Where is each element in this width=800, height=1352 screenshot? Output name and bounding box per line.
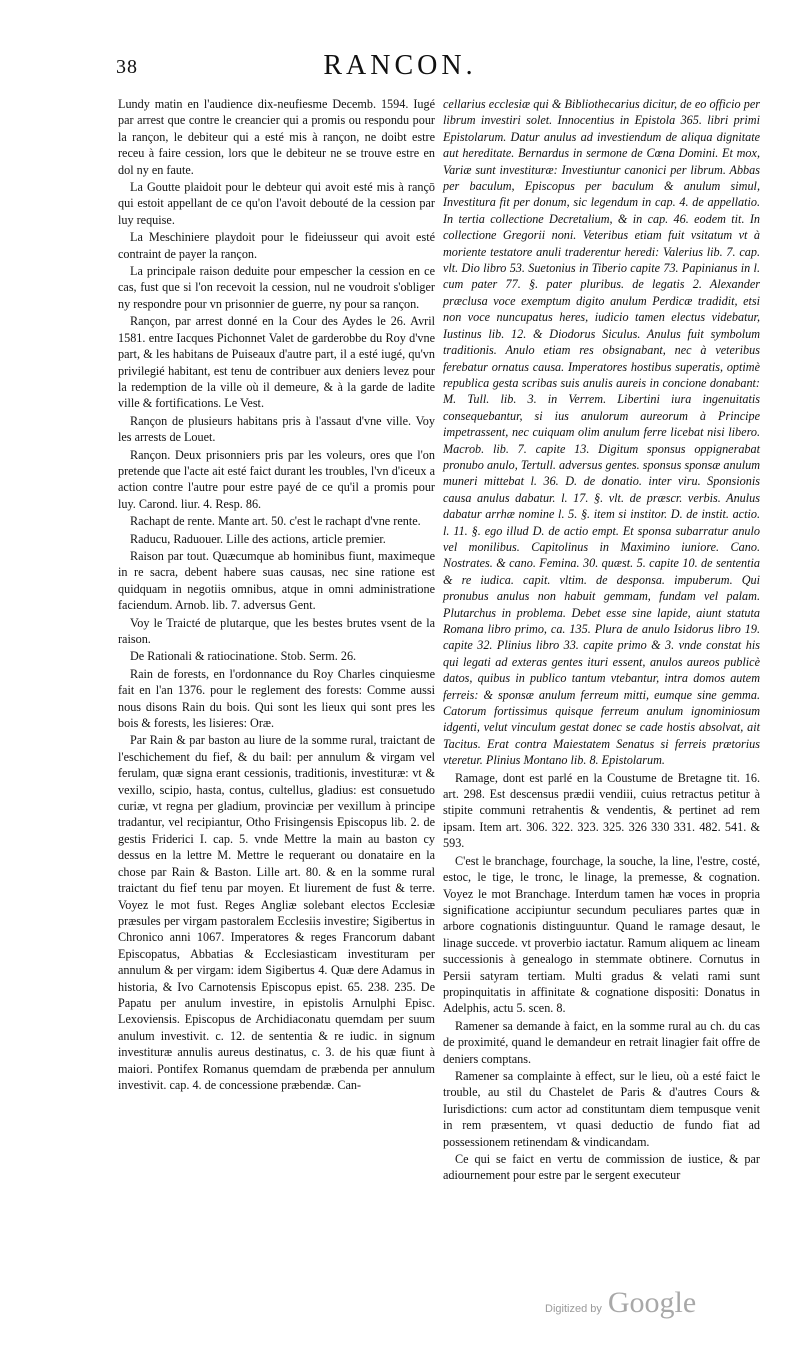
paragraph: C'est le branchage, fourchage, la souche, la line, l'estre, costé, estoc, le tige, le tronc, le linage, la premesse, & cognation. Voyez le mot Branchage. Interdum tamen hæ voces in propria significatione accipiuntur secundum peculiares partes quæ in arbore cognationis distinguuntur. Quand le ramage desaut, le linage succede. vt proverbio iactatur. Ramum aliquem ac lineam successionis à genealogo in stemmate obtinere. Cornutus in Persii satyram tertiam. Multi gradus & velati rami sunt propinquitatis in affinitate & cognatione dispositi: Donatus in Adelphis, actu 5. scen. 8. (443, 853, 760, 1016)
paragraph: Raison par tout. Quæcumque ab hominibus fiunt, maximeque in re sacra, debent habere suas causas, nec sine ratione est quidquam in negotiis omnibus, atque in omni administratione faciendum. Arnob. lib. 7. adversus Gent. (118, 548, 435, 613)
paragraph: Rançon, par arrest donné en la Cour des Aydes le 26. Avril 1581. entre Iacques Pichonnet Valet de garderobbe du Roy d'vne part, & les habitans de Puiseaux d'autre part, il a esté iugé, qu'vn privilegié habitant, est tenu de contribuer aux deniers levez pour la redemption de la ville où il demeure, & à la garde de ladite ville & fortifications. Le Vest. (118, 314, 435, 411)
digitized-by-google (545, 1286, 696, 1320)
paragraph: La principale raison deduite pour empescher la cession en ce cas, fust que si l'on recevoit la cession, nul ne voudroit s'obliger ny respondre pour vn prisonnier de guerre, ny pour sa rançon. (118, 264, 435, 311)
paragraph: Rain de forests, en l'ordonnance du Roy Charles cinquiesme fait en l'an 1376. pour le reglement des forests: Comme aussi nous disons Rain du bois. Qui sont les lieux qui sont pres les bois & forests, les lisieres: Oræ. (118, 666, 435, 731)
paragraph: La Goutte plaidoit pour le debteur qui avoit esté mis à rançō qui estoit appellant de ce qu'on l'avoit debouté de la cession par luy requise. (118, 180, 435, 227)
paragraph: De Rationali & ratiocinatione. Stob. Serm. 26. (130, 649, 357, 664)
paragraph: Ramener sa demande à faict, en la somme rural au ch. du cas de proximité, quand le demandeur en retrait linagier fait offre de deniers comptans. (443, 1018, 760, 1066)
paragraph: La Meschiniere playdoit pour le fideiusseur qui avoit esté contraint de payer la rançon. (118, 230, 435, 261)
paragraph: Ramener sa complainte à effect, sur le lieu, où a esté faict le trouble, au stil du Chastelet de Paris & d'autres Cours & Iurisdictions: cum actor ad constituntam diem tempusque venit in rem præsentem, vt quasi deductio de fundo fiat ad possessionem retinendam & vindicandam. (443, 1068, 760, 1149)
paragraph: Voy le Traicté de plutarque, que les bestes brutes vsent de la raison. (118, 615, 435, 646)
paragraph: Lundy matin en l'audience dix-neufiesme Decemb. 1594. Iugé par arrest que contre le creancier qui a promis ou respondu pour la rançon, le debiteur qui a esté mis à rançon, ne doibt estre receu à faire cession, lors que le debiteur ne se trouve estre en dol ny en faute. (118, 97, 435, 177)
paragraph: Rançon de plusieurs habitans pris à l'assaut d'vne ville. Voy les arrests de Louet. (118, 413, 435, 445)
paragraph: Ramage, dont est parlé en la Coustume de Bretagne tit. 16. art. 298. Est descensus prædii vendiii, cuius retractus petitur à stipite communi retrahentis & vendentis, & pertinet ad rem ipsam. Item art. 306. 322. 323. 325. 326 330 331. 482. 541. & 593. (443, 770, 760, 851)
paragraph: cellarius ecclesiæ qui & Bibliothecarius dicitur, de eo officio per librum investiri solet. Innocentius in Epistola 365. libri primi Epistolarum. Datur anulus ad investiendum de aliqua dignitate aut hereditate. Bernardus in sermone de Cœna Domini. Et mox, Variæ sunt investituræ: Investiuntur canonici per librum. Abbas per baculum, Episcopus per baculum & anulum simul, Investitura fit per donum, sic legendum in cap. 4. de appellatio. In tertia collectione Decretalium, & in cap. 46. eodem tit. In collectione Gregorii noni. Veteribus etiam fuit vsitatum vt à moriente testatore anuli traderentur heredi: Valerius lib. 7. cap. vlt. Dio libro 53. Suetonius in Tiberio capite 73. Papinianus in l. cum pater 77. §. pater pluribus. de legatis 2. Alexander præclusa voce exemptum digito anulum Perdicæ tradidit, etsi non voce nuncupatus heres, iudicio tamen electus videbatur, Iustinus lib. 12. & Diodorus Siculus. Anulus fuit symbolum traditionis. Anulo etiam res obsignabant, nec à veteribus ferebatur ornatus causa. Imperatores hostibus superatis, optimè republica gesta scribas suis anulis aureis in concione donabant: M. Tull. lib. 3. in Verrem. Libertini iura ingenuitatis consequebantur, si ius anulorum aureorum à Principe impetrassent, nec cuiquam olim anulum ferre licebat nisi libero. Macrob. lib. 7. capite 13. Digitum sponsus oppignerabat pronubo anulo, Tertull. adversus gentes. sponsus sponsæ anulum muneri mittebat l. 36. D. de donatio. inter viru. Sponsionis causa anulus dabatur. l. 17. §. vlt. de præscr. verbis. Anulus dabatur arrhæ nomine l. 5. §. item si institor. D. de instit. actio. l. 11. §. ego illud D. de actio empt. Et sponsa subarratur anulo vel monilibus. Capitolinus in Maximino iuniore. Cano. Nostrates. & cano. Femina. 30. quæst. 5. capite 10. de sententia & re iudica. capit. vltim. de desponsa. impuberum. Qui pronubus anulus non habuit gemmam, fundam vel palam. Plutarchus in problema. Debet esse sine lapide, aiunt statuta Romana libro primo, ca. 135. Plura de anulo Isidorus libro 19. capite 32. Plinius libro 33. capite primo & 3. vnde constat his qui legati ad exteras gentes ituri essent, anulos aureos publicè datos, quibus in publico tantum vtebantur, intra domos autem ferreis: & sponsæ anulum ferreum mitti, eumque sine gemma. Catorum fortissimus quisque ferreum anulum ignominiosum idgenti, velut vinculum gestat donec se cade hostis absolvat, ait Tacitus. Erat contra Maiestatem Senatus si ferreis prætorius vteretur. Plinius Montano lib. 8. Epistolarum. (443, 97, 760, 768)
paragraph: Rachapt de rente. Mante art. 50. c'est le rachapt d'vne rente. (130, 514, 421, 529)
page-number: 38 (116, 56, 138, 78)
left-column (118, 96, 435, 1094)
paragraph: Rançon. Deux prisonniers pris par les voleurs, ores que l'on pretende que l'acte ait esté faict durant les troubles, l'vn d'iceux a action contre l'autre pour estre payé de ce qu'il a promis pour luy. Carond. liur. 4. Resp. 86. (118, 447, 435, 511)
google-logo: Google (607, 1286, 697, 1319)
paragraph: Raducu, Raduouer. Lille des actions, article premier. (130, 531, 386, 546)
digitized-label: Digitized by (545, 1303, 602, 1315)
paragraph: Par Rain & par baston au liure de la somme rural, traictant de l'eschichement du fief, & du bail: per annulum & virgam vel ferulam, quæ signa erant cessionis, traditionis, investituræ: vt & vexillo, scipio, hasta, contus, cultellus, gladius: est consuetudo curiæ, vt regna per gladium, provinciæ per vexillum à principe tradantur, vel recipiantur, Otho Frisingensis Episcopus lib. 2. de gestis Friderici I. cap. 5. vnde Mettre la main au baston cy dessus en la lettre M. Mettre le requerant ou donataire en la chose par Rain & Baston. Lille art. 80. & en la somme rural traictant du fief tenu par moyen. Et liurement de fust & terre. Voyez le mot fust. Reges Angliæ solebant electos Ecclesiæ præsules per virgam pastoralem Ecclesiis investire; Sigibertus in Chronico anni 1067. Imperatores & reges Francorum dabant Episcopatus, Abbatias & Ecclesiasticam investituram per annulum & per virgam: idem Sigibertus 4. Quæ dere Adamus in historia, & Ivo Carnotensis Episcopus epist. 65. 238. 235. De Papatu per anulum investire, in epistolis Arnulphi Episc. Lexoviensis. Episcopus de Archidiaconatu quemdam per suum anulum investivit. c. 12. de sententia & re iudic. in signum investituræ annulis aureus destinatus, c. 3. de his quæ fiunt à maiori. Pontifex Romanus quemdam de præbenda per annulum investivit. cap. 4. de concessione præbendæ. Can- (118, 733, 435, 1092)
right-column (443, 96, 760, 1185)
running-title: RANCON. (323, 50, 477, 81)
paragraph: Ce qui se faict en vertu de commission de iustice, & par adiournement pour estre par le sergent executeur (443, 1152, 760, 1183)
